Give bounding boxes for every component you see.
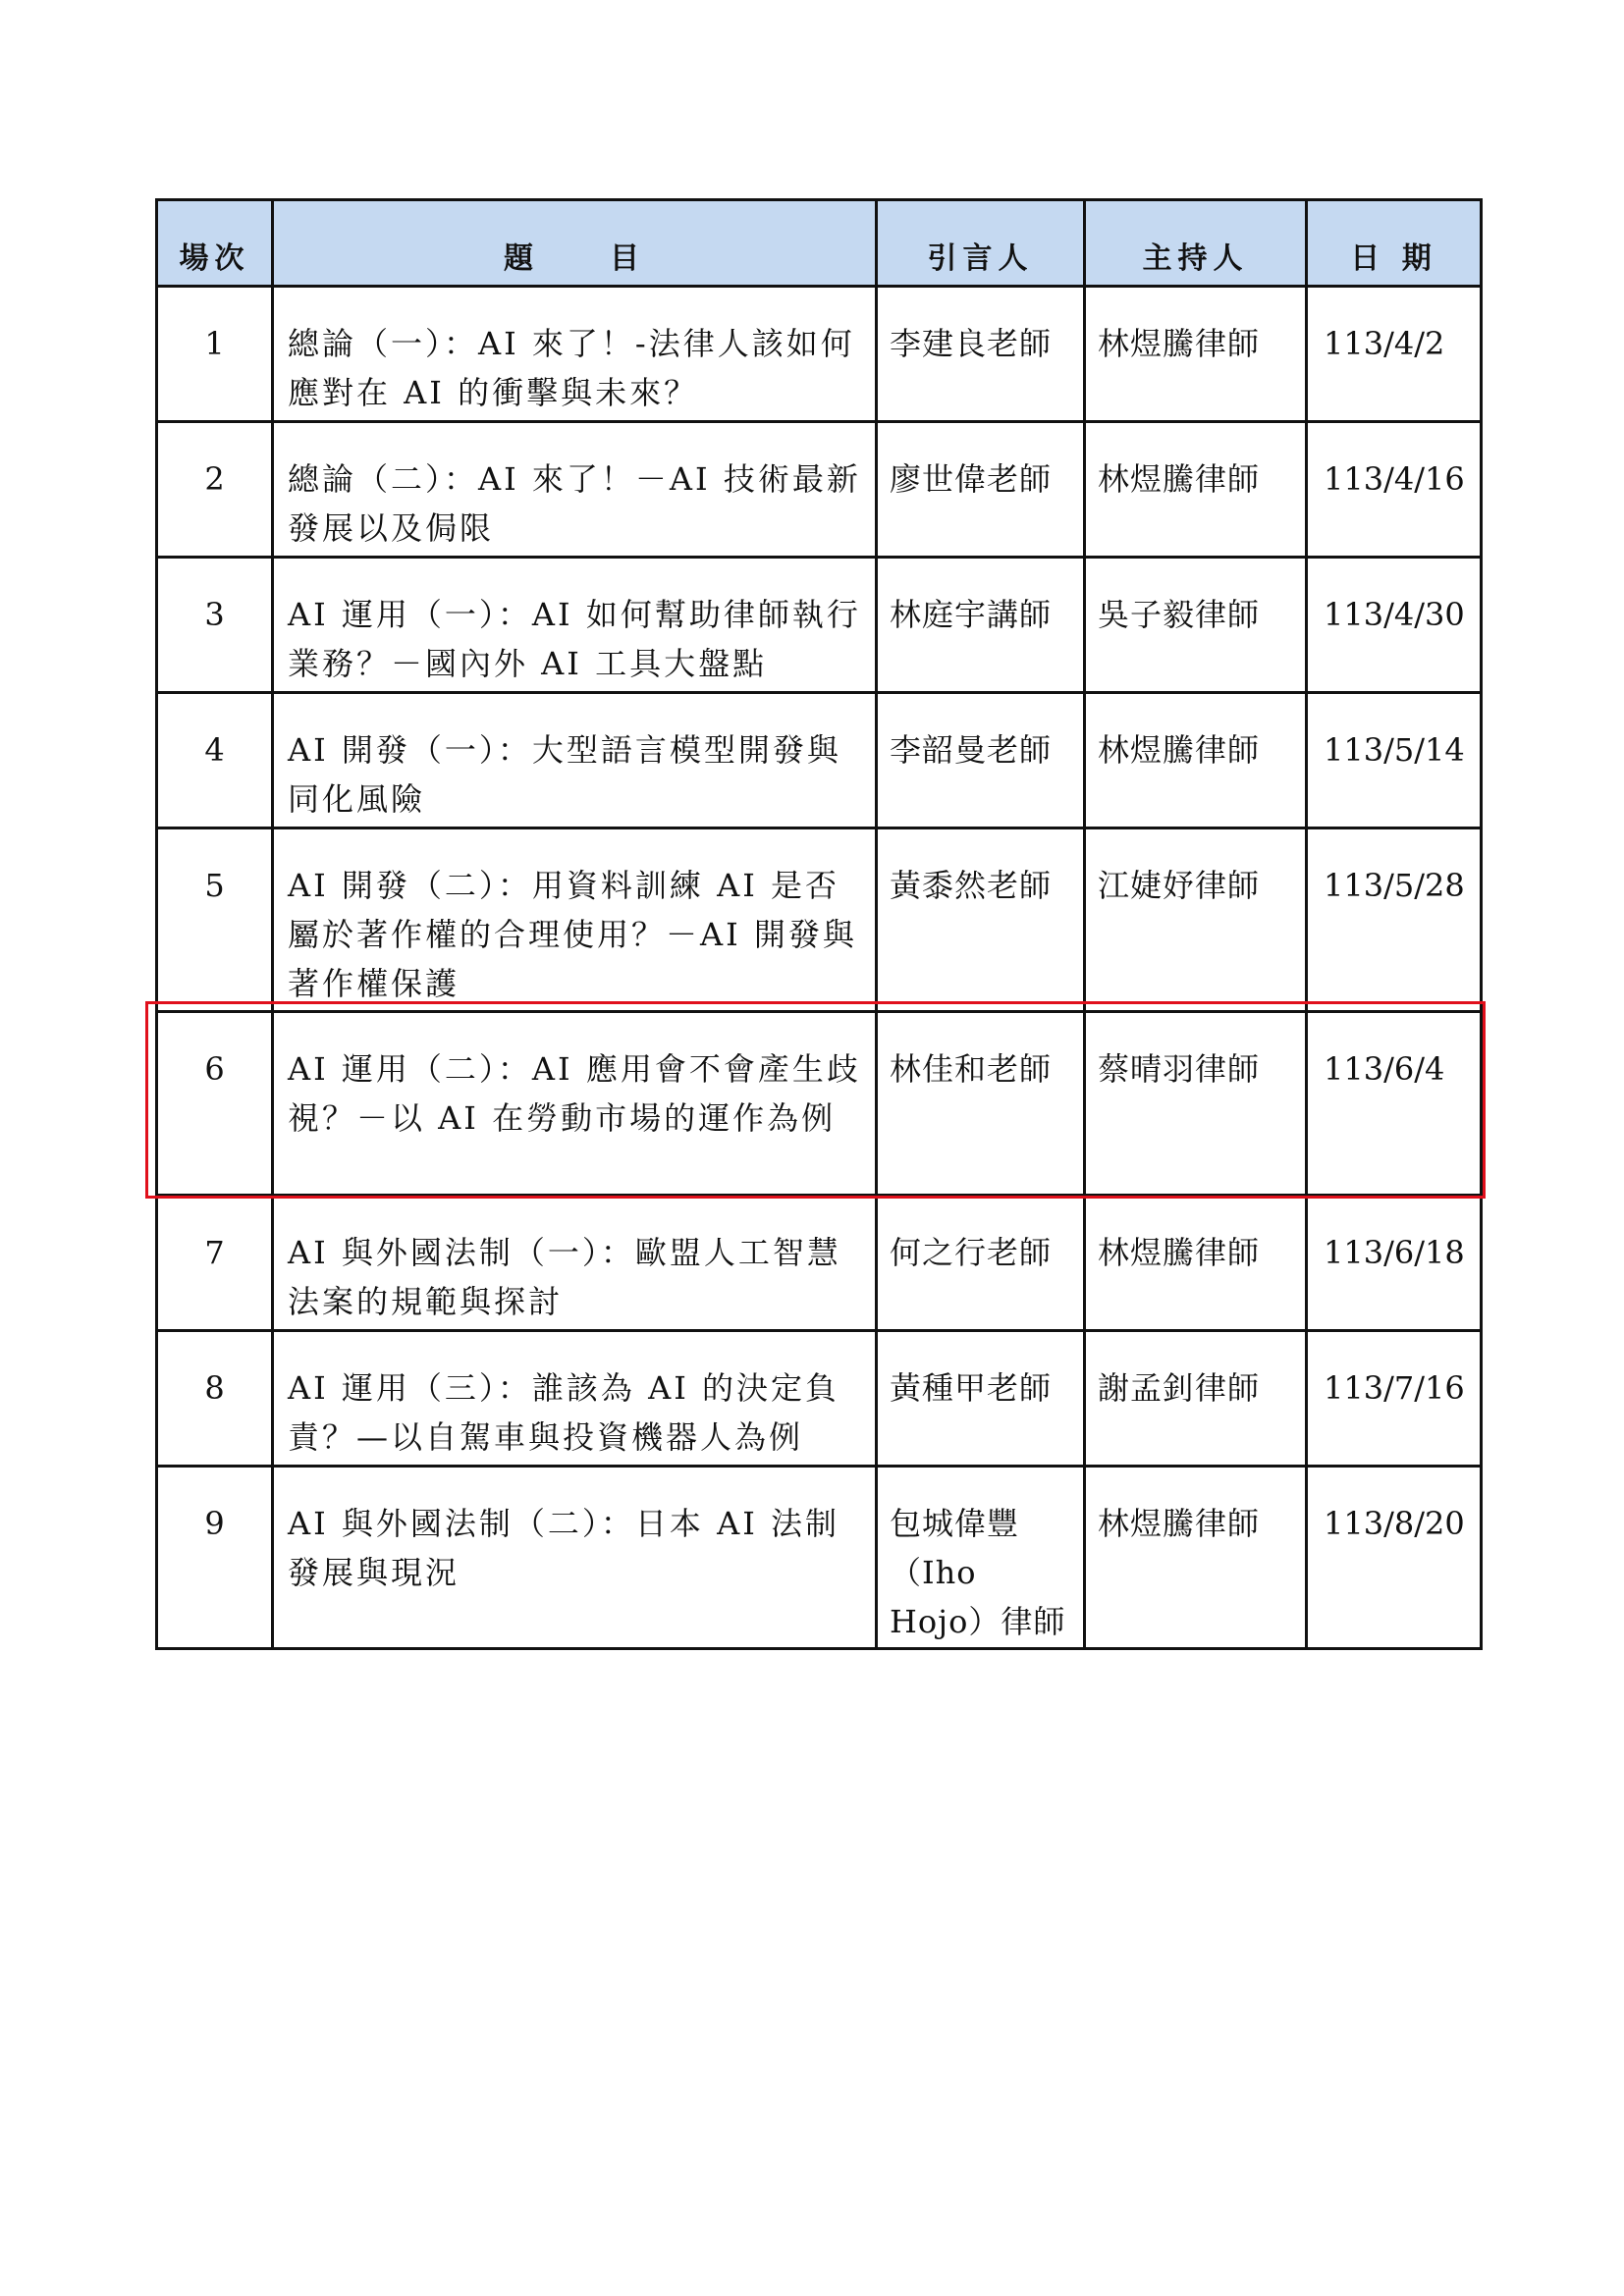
row-topic: AI 與外國法制（一）：歐盟人工智慧法案的規範與探討 — [273, 1196, 877, 1331]
row-date: 113/4/16 — [1307, 422, 1482, 558]
header-topic: 題 目 — [273, 200, 877, 287]
header-row — [157, 200, 1482, 287]
row-host: 林煜騰律師 — [1085, 287, 1307, 422]
row-speaker: 包城偉豐（Iho Hojo）律師 — [877, 1467, 1085, 1649]
row-speaker: 林佳和老師 — [877, 1012, 1085, 1196]
row-no: 3 — [157, 558, 273, 693]
row-topic: AI 開發（一）：大型語言模型開發與同化風險 — [273, 693, 877, 828]
header-speaker: 引言人 — [877, 200, 1085, 287]
header-date: 日 期 — [1307, 200, 1482, 287]
table-row — [157, 287, 1482, 422]
row-date: 113/6/18 — [1307, 1196, 1482, 1331]
row-speaker: 廖世偉老師 — [877, 422, 1085, 558]
table-row — [157, 422, 1482, 558]
row-date: 113/6/4 — [1307, 1012, 1482, 1196]
row-no: 2 — [157, 422, 273, 558]
row-no: 1 — [157, 287, 273, 422]
row-topic: AI 運用（一）：AI 如何幫助律師執行業務？－國內外 AI 工具大盤點 — [273, 558, 877, 693]
row-host: 蔡晴羽律師 — [1085, 1012, 1307, 1196]
row-topic: 總論（一）：AI 來了！-法律人該如何應對在 AI 的衝擊與未來？ — [273, 287, 877, 422]
table-row — [157, 828, 1482, 1012]
row-speaker: 黃種甲老師 — [877, 1331, 1085, 1467]
header-no: 場次 — [157, 200, 273, 287]
row-date: 113/4/2 — [1307, 287, 1482, 422]
row-topic: AI 運用（二）：AI 應用會不會產生歧視？－以 AI 在勞動市場的運作為例 — [273, 1012, 877, 1196]
row-host: 林煜騰律師 — [1085, 693, 1307, 828]
row-date: 113/8/20 — [1307, 1467, 1482, 1649]
row-speaker: 林庭宇講師 — [877, 558, 1085, 693]
row-speaker: 黃黍然老師 — [877, 828, 1085, 1012]
table-row — [157, 1467, 1482, 1649]
table-row — [157, 1331, 1482, 1467]
row-no: 9 — [157, 1467, 273, 1649]
header-host: 主持人 — [1085, 200, 1307, 287]
row-speaker: 何之行老師 — [877, 1196, 1085, 1331]
row-no: 8 — [157, 1331, 273, 1467]
row-no: 4 — [157, 693, 273, 828]
row-date: 113/5/28 — [1307, 828, 1482, 1012]
row-host: 林煜騰律師 — [1085, 1467, 1307, 1649]
row-speaker: 李建良老師 — [877, 287, 1085, 422]
row-date: 113/5/14 — [1307, 693, 1482, 828]
row-host: 謝孟釗律師 — [1085, 1331, 1307, 1467]
row-host: 江婕妤律師 — [1085, 828, 1307, 1012]
schedule-table — [155, 198, 1483, 1650]
row-date: 113/7/16 — [1307, 1331, 1482, 1467]
table-row — [157, 1196, 1482, 1331]
row-host: 林煜騰律師 — [1085, 422, 1307, 558]
row-no: 7 — [157, 1196, 273, 1331]
row-no: 6 — [157, 1012, 273, 1196]
row-topic: AI 開發（二）：用資料訓練 AI 是否屬於著作權的合理使用？－AI 開發與著作權保護 — [273, 828, 877, 1012]
row-host: 林煜騰律師 — [1085, 1196, 1307, 1331]
table-row — [157, 693, 1482, 828]
row-no: 5 — [157, 828, 273, 1012]
row-date: 113/4/30 — [1307, 558, 1482, 693]
row-topic: 總論（二）：AI 來了！－AI 技術最新發展以及侷限 — [273, 422, 877, 558]
row-topic: AI 運用（三）：誰該為 AI 的決定負責？—以自駕車與投資機器人為例 — [273, 1331, 877, 1467]
row-speaker: 李韶曼老師 — [877, 693, 1085, 828]
table-row — [157, 558, 1482, 693]
row-topic: AI 與外國法制（二）：日本 AI 法制發展與現況 — [273, 1467, 877, 1649]
row-host: 吳子毅律師 — [1085, 558, 1307, 693]
table-row-highlighted — [157, 1012, 1482, 1196]
